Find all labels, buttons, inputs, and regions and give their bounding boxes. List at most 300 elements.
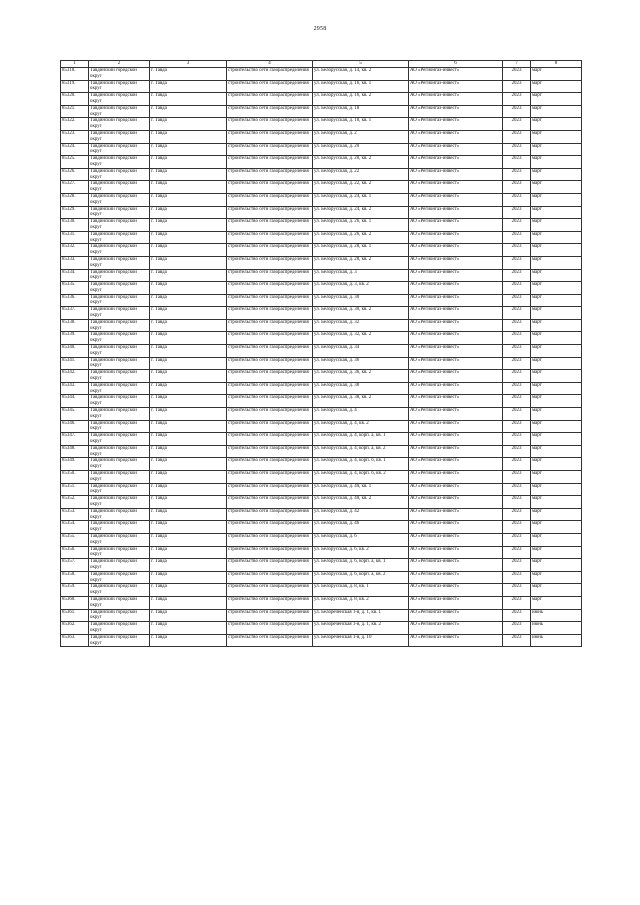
month-cell: март [531, 357, 582, 370]
column-header: 1 [61, 61, 89, 68]
address-cell: ул. Белорусская, д. 6, кв. 2 [313, 546, 409, 559]
organization-cell: АО «Регионгаз-инвест» [409, 521, 503, 534]
table-body [61, 68, 582, 647]
year-cell: 2023 [503, 156, 531, 169]
month-cell: июнь [531, 622, 582, 635]
address-cell: ул. Белорусская, д. 16, кв. 2 [313, 93, 409, 106]
locality-cell: г. Тавда [150, 634, 227, 647]
organization-cell: АО «Регионгаз-инвест» [409, 118, 503, 131]
work-type-cell: строительство сети газораспределения [227, 408, 313, 421]
locality-cell: г. Тавда [150, 168, 227, 181]
organization-cell: АО «Регионгаз-инвест» [409, 458, 503, 471]
work-type-cell: строительство сети газораспределения [227, 269, 313, 282]
organization-cell: АО «Регионгаз-инвест» [409, 382, 503, 395]
table-row [61, 105, 582, 118]
month-cell: март [531, 168, 582, 181]
work-type-cell: строительство сети газораспределения [227, 445, 313, 458]
table-row [61, 231, 582, 244]
organization-cell: АО «Регионгаз-инвест» [409, 307, 503, 320]
year-cell: 2023 [503, 471, 531, 484]
month-cell: март [531, 559, 582, 572]
organization-cell: АО «Регионгаз-инвест» [409, 219, 503, 232]
organization-cell: АО «Регионгаз-инвест» [409, 622, 503, 635]
month-cell: март [531, 294, 582, 307]
column-header: 4 [227, 61, 313, 68]
work-type-cell: строительство сети газораспределения [227, 118, 313, 131]
month-cell: март [531, 370, 582, 383]
year-cell: 2023 [503, 345, 531, 358]
work-type-cell: строительство сети газораспределения [227, 105, 313, 118]
work-type-cell: строительство сети газораспределения [227, 584, 313, 597]
locality-cell: г. Тавда [150, 256, 227, 269]
row-number-cell: 85347. [61, 433, 89, 446]
address-cell: ул. Белореченская 1-я, д. 1, кв. 1 [313, 609, 409, 622]
locality-cell: г. Тавда [150, 508, 227, 521]
address-cell: ул. Белореченская 1-я, д. 10 [313, 634, 409, 647]
locality-cell: г. Тавда [150, 156, 227, 169]
table-row [61, 584, 582, 597]
work-type-cell: строительство сети газораспределения [227, 256, 313, 269]
address-cell: ул. Белорусская, д. 18, кв. 1 [313, 118, 409, 131]
month-cell: март [531, 345, 582, 358]
organization-cell: АО «Регионгаз-инвест» [409, 571, 503, 584]
district-cell: Тавдинский городской округ [89, 256, 150, 269]
year-cell: 2023 [503, 483, 531, 496]
district-cell: Тавдинский городской округ [89, 105, 150, 118]
locality-cell: г. Тавда [150, 584, 227, 597]
address-cell: ул. Белорусская, д. 26, кв. 2 [313, 231, 409, 244]
locality-cell: г. Тавда [150, 357, 227, 370]
row-number-cell: 85320. [61, 93, 89, 106]
locality-cell: г. Тавда [150, 332, 227, 345]
work-type-cell: строительство сети газораспределения [227, 143, 313, 156]
work-type-cell: строительство сети газораспределения [227, 68, 313, 81]
table-row [61, 143, 582, 156]
year-cell: 2023 [503, 105, 531, 118]
locality-cell: г. Тавда [150, 244, 227, 257]
work-type-cell: строительство сети газораспределения [227, 382, 313, 395]
address-cell: ул. Белорусская, д. 18 [313, 105, 409, 118]
row-number-cell: 85358. [61, 571, 89, 584]
district-cell: Тавдинский городской округ [89, 332, 150, 345]
row-number-cell: 85350. [61, 471, 89, 484]
district-cell: Тавдинский городской округ [89, 559, 150, 572]
row-number-cell: 85337. [61, 307, 89, 320]
year-cell: 2023 [503, 307, 531, 320]
month-cell: март [531, 420, 582, 433]
year-cell: 2023 [503, 395, 531, 408]
gasification-registry-table [60, 60, 582, 647]
row-number-cell: 85362. [61, 622, 89, 635]
locality-cell: г. Тавда [150, 231, 227, 244]
organization-cell: АО «Регионгаз-инвест» [409, 80, 503, 93]
address-cell: ул. Белорусская, д. 8, кв. 1 [313, 584, 409, 597]
locality-cell: г. Тавда [150, 206, 227, 219]
year-cell: 2023 [503, 206, 531, 219]
locality-cell: г. Тавда [150, 471, 227, 484]
district-cell: Тавдинский городской округ [89, 168, 150, 181]
organization-cell: АО «Регионгаз-инвест» [409, 68, 503, 81]
district-cell: Тавдинский городской округ [89, 181, 150, 194]
month-cell: март [531, 319, 582, 332]
work-type-cell: строительство сети газораспределения [227, 496, 313, 509]
month-cell: март [531, 181, 582, 194]
work-type-cell: строительство сети газораспределения [227, 533, 313, 546]
year-cell: 2023 [503, 93, 531, 106]
month-cell: март [531, 408, 582, 421]
organization-cell: АО «Регионгаз-инвест» [409, 559, 503, 572]
organization-cell: АО «Регионгаз-инвест» [409, 269, 503, 282]
row-number-cell: 85360. [61, 596, 89, 609]
district-cell: Тавдинский городской округ [89, 584, 150, 597]
district-cell: Тавдинский городской округ [89, 382, 150, 395]
locality-cell: г. Тавда [150, 533, 227, 546]
organization-cell: АО «Регионгаз-инвест» [409, 395, 503, 408]
work-type-cell: строительство сети газораспределения [227, 181, 313, 194]
month-cell: март [531, 193, 582, 206]
district-cell: Тавдинский городской округ [89, 206, 150, 219]
address-cell: ул. Белорусская, д. 24, кв. 1 [313, 193, 409, 206]
district-cell: Тавдинский городской округ [89, 319, 150, 332]
table-row [61, 471, 582, 484]
month-cell: март [531, 571, 582, 584]
column-header: 6 [409, 61, 503, 68]
work-type-cell: строительство сети газораспределения [227, 571, 313, 584]
table-row [61, 193, 582, 206]
work-type-cell: строительство сети газораспределения [227, 483, 313, 496]
table-row [61, 395, 582, 408]
year-cell: 2023 [503, 319, 531, 332]
column-header: 3 [150, 61, 227, 68]
locality-cell: г. Тавда [150, 420, 227, 433]
address-cell: ул. Белорусская, д. 36 [313, 357, 409, 370]
address-cell: ул. Белорусская, д. 24, кв. 2 [313, 206, 409, 219]
locality-cell: г. Тавда [150, 433, 227, 446]
table-row [61, 370, 582, 383]
table-row [61, 483, 582, 496]
row-number-cell: 85327. [61, 181, 89, 194]
year-cell: 2023 [503, 370, 531, 383]
year-cell: 2023 [503, 193, 531, 206]
table-row [61, 130, 582, 143]
organization-cell: АО «Регионгаз-инвест» [409, 483, 503, 496]
organization-cell: АО «Регионгаз-инвест» [409, 433, 503, 446]
row-number-cell: 85348. [61, 445, 89, 458]
year-cell: 2023 [503, 533, 531, 546]
month-cell: март [531, 458, 582, 471]
work-type-cell: строительство сети газораспределения [227, 420, 313, 433]
work-type-cell: строительство сети газораспределения [227, 319, 313, 332]
address-cell: ул. Белорусская, д. 4, корп. а, кв. 1 [313, 433, 409, 446]
organization-cell: АО «Регионгаз-инвест» [409, 244, 503, 257]
year-cell: 2023 [503, 559, 531, 572]
organization-cell: АО «Регионгаз-инвест» [409, 206, 503, 219]
organization-cell: АО «Регионгаз-инвест» [409, 408, 503, 421]
row-number-cell: 85341. [61, 357, 89, 370]
table-row [61, 546, 582, 559]
address-cell: ул. Белорусская, д. 6, корп. а, кв. 1 [313, 559, 409, 572]
locality-cell: г. Тавда [150, 130, 227, 143]
work-type-cell: строительство сети газораспределения [227, 508, 313, 521]
row-number-cell: 85333. [61, 256, 89, 269]
table-row [61, 319, 582, 332]
table-row [61, 219, 582, 232]
address-cell: ул. Белорусская, д. 3 [313, 269, 409, 282]
table-row [61, 496, 582, 509]
month-cell: март [531, 496, 582, 509]
address-cell: ул. Белорусская, д. 40, кв. 2 [313, 496, 409, 509]
organization-cell: АО «Регионгаз-инвест» [409, 193, 503, 206]
year-cell: 2023 [503, 609, 531, 622]
row-number-cell: 85353. [61, 508, 89, 521]
address-cell: ул. Белорусская, д. 22, кв. 2 [313, 181, 409, 194]
address-cell: ул. Белорусская, д. 38 [313, 382, 409, 395]
locality-cell: г. Тавда [150, 395, 227, 408]
work-type-cell: строительство сети газораспределения [227, 332, 313, 345]
locality-cell: г. Тавда [150, 282, 227, 295]
work-type-cell: строительство сети газораспределения [227, 231, 313, 244]
year-cell: 2023 [503, 269, 531, 282]
month-cell: март [531, 156, 582, 169]
year-cell: 2023 [503, 357, 531, 370]
district-cell: Тавдинский городской округ [89, 395, 150, 408]
work-type-cell: строительство сети газораспределения [227, 282, 313, 295]
year-cell: 2023 [503, 571, 531, 584]
district-cell: Тавдинский городской округ [89, 193, 150, 206]
month-cell: март [531, 332, 582, 345]
locality-cell: г. Тавда [150, 93, 227, 106]
organization-cell: АО «Регионгаз-инвест» [409, 168, 503, 181]
month-cell: март [531, 256, 582, 269]
table-row [61, 521, 582, 534]
locality-cell: г. Тавда [150, 408, 227, 421]
month-cell: март [531, 130, 582, 143]
organization-cell: АО «Регионгаз-инвест» [409, 496, 503, 509]
work-type-cell: строительство сети газораспределения [227, 206, 313, 219]
locality-cell: г. Тавда [150, 294, 227, 307]
month-cell: март [531, 471, 582, 484]
row-number-cell: 85340. [61, 345, 89, 358]
organization-cell: АО «Регионгаз-инвест» [409, 231, 503, 244]
row-number-cell: 85361. [61, 609, 89, 622]
table-row [61, 622, 582, 635]
row-number-cell: 85330. [61, 219, 89, 232]
organization-cell: АО «Регионгаз-инвест» [409, 634, 503, 647]
locality-cell: г. Тавда [150, 546, 227, 559]
address-cell: ул. Белорусская, д. 8, кв. 2 [313, 596, 409, 609]
column-header: 2 [89, 61, 150, 68]
year-cell: 2023 [503, 420, 531, 433]
year-cell: 2023 [503, 433, 531, 446]
organization-cell: АО «Регионгаз-инвест» [409, 596, 503, 609]
month-cell: март [531, 206, 582, 219]
table-row [61, 408, 582, 421]
district-cell: Тавдинский городской округ [89, 93, 150, 106]
address-cell: ул. Белорусская, д. 4, корп. а, кв. 2 [313, 445, 409, 458]
month-cell: март [531, 269, 582, 282]
district-cell: Тавдинский городской округ [89, 433, 150, 446]
organization-cell: АО «Регионгаз-инвест» [409, 345, 503, 358]
district-cell: Тавдинский городской округ [89, 408, 150, 421]
month-cell: март [531, 118, 582, 131]
address-cell: ул. Белорусская, д. 38, кв. 2 [313, 395, 409, 408]
address-cell: ул. Белорусская, д. 3, кв. 2 [313, 282, 409, 295]
table-row [61, 244, 582, 257]
organization-cell: АО «Регионгаз-инвест» [409, 357, 503, 370]
row-number-cell: 85354. [61, 521, 89, 534]
row-number-cell: 85345. [61, 408, 89, 421]
locality-cell: г. Тавда [150, 571, 227, 584]
work-type-cell: строительство сети газораспределения [227, 433, 313, 446]
row-number-cell: 85357. [61, 559, 89, 572]
month-cell: март [531, 244, 582, 257]
year-cell: 2023 [503, 231, 531, 244]
locality-cell: г. Тавда [150, 458, 227, 471]
address-cell: ул. Белорусская, д. 30 [313, 294, 409, 307]
year-cell: 2023 [503, 496, 531, 509]
work-type-cell: строительство сети газораспределения [227, 634, 313, 647]
district-cell: Тавдинский городской округ [89, 370, 150, 383]
district-cell: Тавдинский городской округ [89, 634, 150, 647]
address-cell: ул. Белорусская, д. 42 [313, 508, 409, 521]
address-cell: ул. Белорусская, д. 46 [313, 521, 409, 534]
organization-cell: АО «Регионгаз-инвест» [409, 282, 503, 295]
district-cell: Тавдинский городской округ [89, 622, 150, 635]
work-type-cell: строительство сети газораспределения [227, 80, 313, 93]
table-row [61, 206, 582, 219]
locality-cell: г. Тавда [150, 319, 227, 332]
table-row [61, 634, 582, 647]
month-cell: март [531, 508, 582, 521]
work-type-cell: строительство сети газораспределения [227, 93, 313, 106]
year-cell: 2023 [503, 256, 531, 269]
address-cell: ул. Белорусская, д. 16, кв. 1 [313, 80, 409, 93]
table-row [61, 382, 582, 395]
month-cell: март [531, 382, 582, 395]
district-cell: Тавдинский городской округ [89, 269, 150, 282]
district-cell: Тавдинский городской округ [89, 596, 150, 609]
district-cell: Тавдинский городской округ [89, 533, 150, 546]
row-number-cell: 85324. [61, 143, 89, 156]
district-cell: Тавдинский городской округ [89, 68, 150, 81]
address-cell: ул. Белорусская, д. 4, корп. б, кв. 2 [313, 471, 409, 484]
table-row [61, 282, 582, 295]
locality-cell: г. Тавда [150, 496, 227, 509]
address-cell: ул. Белорусская, д. 4 [313, 408, 409, 421]
row-number-cell: 85334. [61, 269, 89, 282]
row-number-cell: 85343. [61, 382, 89, 395]
address-cell: ул. Белорусская, д. 28, кв. 2 [313, 256, 409, 269]
table-row [61, 420, 582, 433]
row-number-cell: 85323. [61, 130, 89, 143]
work-type-cell: строительство сети газораспределения [227, 219, 313, 232]
district-cell: Тавдинский городской округ [89, 345, 150, 358]
page-number: 2958 [313, 26, 327, 32]
row-number-cell: 85336. [61, 294, 89, 307]
year-cell: 2023 [503, 282, 531, 295]
row-number-cell: 85359. [61, 584, 89, 597]
year-cell: 2023 [503, 181, 531, 194]
row-number-cell: 85355. [61, 533, 89, 546]
address-cell: ул. Белорусская, д. 26, кв. 1 [313, 219, 409, 232]
month-cell: март [531, 433, 582, 446]
locality-cell: г. Тавда [150, 609, 227, 622]
row-number-cell: 85352. [61, 496, 89, 509]
organization-cell: АО «Регионгаз-инвест» [409, 471, 503, 484]
district-cell: Тавдинский городской округ [89, 130, 150, 143]
month-cell: март [531, 231, 582, 244]
address-cell: ул. Белорусская, д. 20, кв. 2 [313, 156, 409, 169]
year-cell: 2023 [503, 332, 531, 345]
table-row [61, 357, 582, 370]
district-cell: Тавдинский городской округ [89, 609, 150, 622]
organization-cell: АО «Регионгаз-инвест» [409, 609, 503, 622]
district-cell: Тавдинский городской округ [89, 508, 150, 521]
row-number-cell: 85351. [61, 483, 89, 496]
work-type-cell: строительство сети газораспределения [227, 622, 313, 635]
district-cell: Тавдинский городской округ [89, 546, 150, 559]
month-cell: март [531, 105, 582, 118]
district-cell: Тавдинский городской округ [89, 244, 150, 257]
month-cell: март [531, 445, 582, 458]
work-type-cell: строительство сети газораспределения [227, 609, 313, 622]
district-cell: Тавдинский городской округ [89, 219, 150, 232]
address-cell: ул. Белорусская, д. 22 [313, 168, 409, 181]
organization-cell: АО «Регионгаз-инвест» [409, 445, 503, 458]
locality-cell: г. Тавда [150, 559, 227, 572]
month-cell: июнь [531, 634, 582, 647]
month-cell: март [531, 219, 582, 232]
organization-cell: АО «Регионгаз-инвест» [409, 420, 503, 433]
organization-cell: АО «Регионгаз-инвест» [409, 584, 503, 597]
district-cell: Тавдинский городской округ [89, 471, 150, 484]
organization-cell: АО «Регионгаз-инвест» [409, 130, 503, 143]
month-cell: март [531, 584, 582, 597]
year-cell: 2023 [503, 80, 531, 93]
row-number-cell: 85363. [61, 634, 89, 647]
year-cell: 2023 [503, 143, 531, 156]
work-type-cell: строительство сети газораспределения [227, 168, 313, 181]
table-row [61, 559, 582, 572]
table-row [61, 118, 582, 131]
organization-cell: АО «Регионгаз-инвест» [409, 294, 503, 307]
address-cell: ул. Белорусская, д. 14, кв. 2 [313, 68, 409, 81]
month-cell: март [531, 483, 582, 496]
table-row [61, 345, 582, 358]
address-cell: ул. Белорусская, д. 36, кв. 2 [313, 370, 409, 383]
year-cell: 2023 [503, 68, 531, 81]
row-number-cell: 85344. [61, 395, 89, 408]
organization-cell: АО «Регионгаз-инвест» [409, 143, 503, 156]
table-row [61, 181, 582, 194]
address-cell: ул. Белорусская, д. 2 [313, 130, 409, 143]
district-cell: Тавдинский городской округ [89, 458, 150, 471]
locality-cell: г. Тавда [150, 193, 227, 206]
column-header: 5 [313, 61, 409, 68]
locality-cell: г. Тавда [150, 307, 227, 320]
organization-cell: АО «Регионгаз-инвест» [409, 105, 503, 118]
work-type-cell: строительство сети газораспределения [227, 345, 313, 358]
table-row [61, 533, 582, 546]
row-number-cell: 85319. [61, 80, 89, 93]
year-cell: 2023 [503, 168, 531, 181]
work-type-cell: строительство сети газораспределения [227, 596, 313, 609]
month-cell: март [531, 282, 582, 295]
district-cell: Тавдинский городской округ [89, 294, 150, 307]
month-cell: июнь [531, 609, 582, 622]
month-cell: март [531, 533, 582, 546]
address-cell: ул. Белорусская, д. 40, кв. 1 [313, 483, 409, 496]
